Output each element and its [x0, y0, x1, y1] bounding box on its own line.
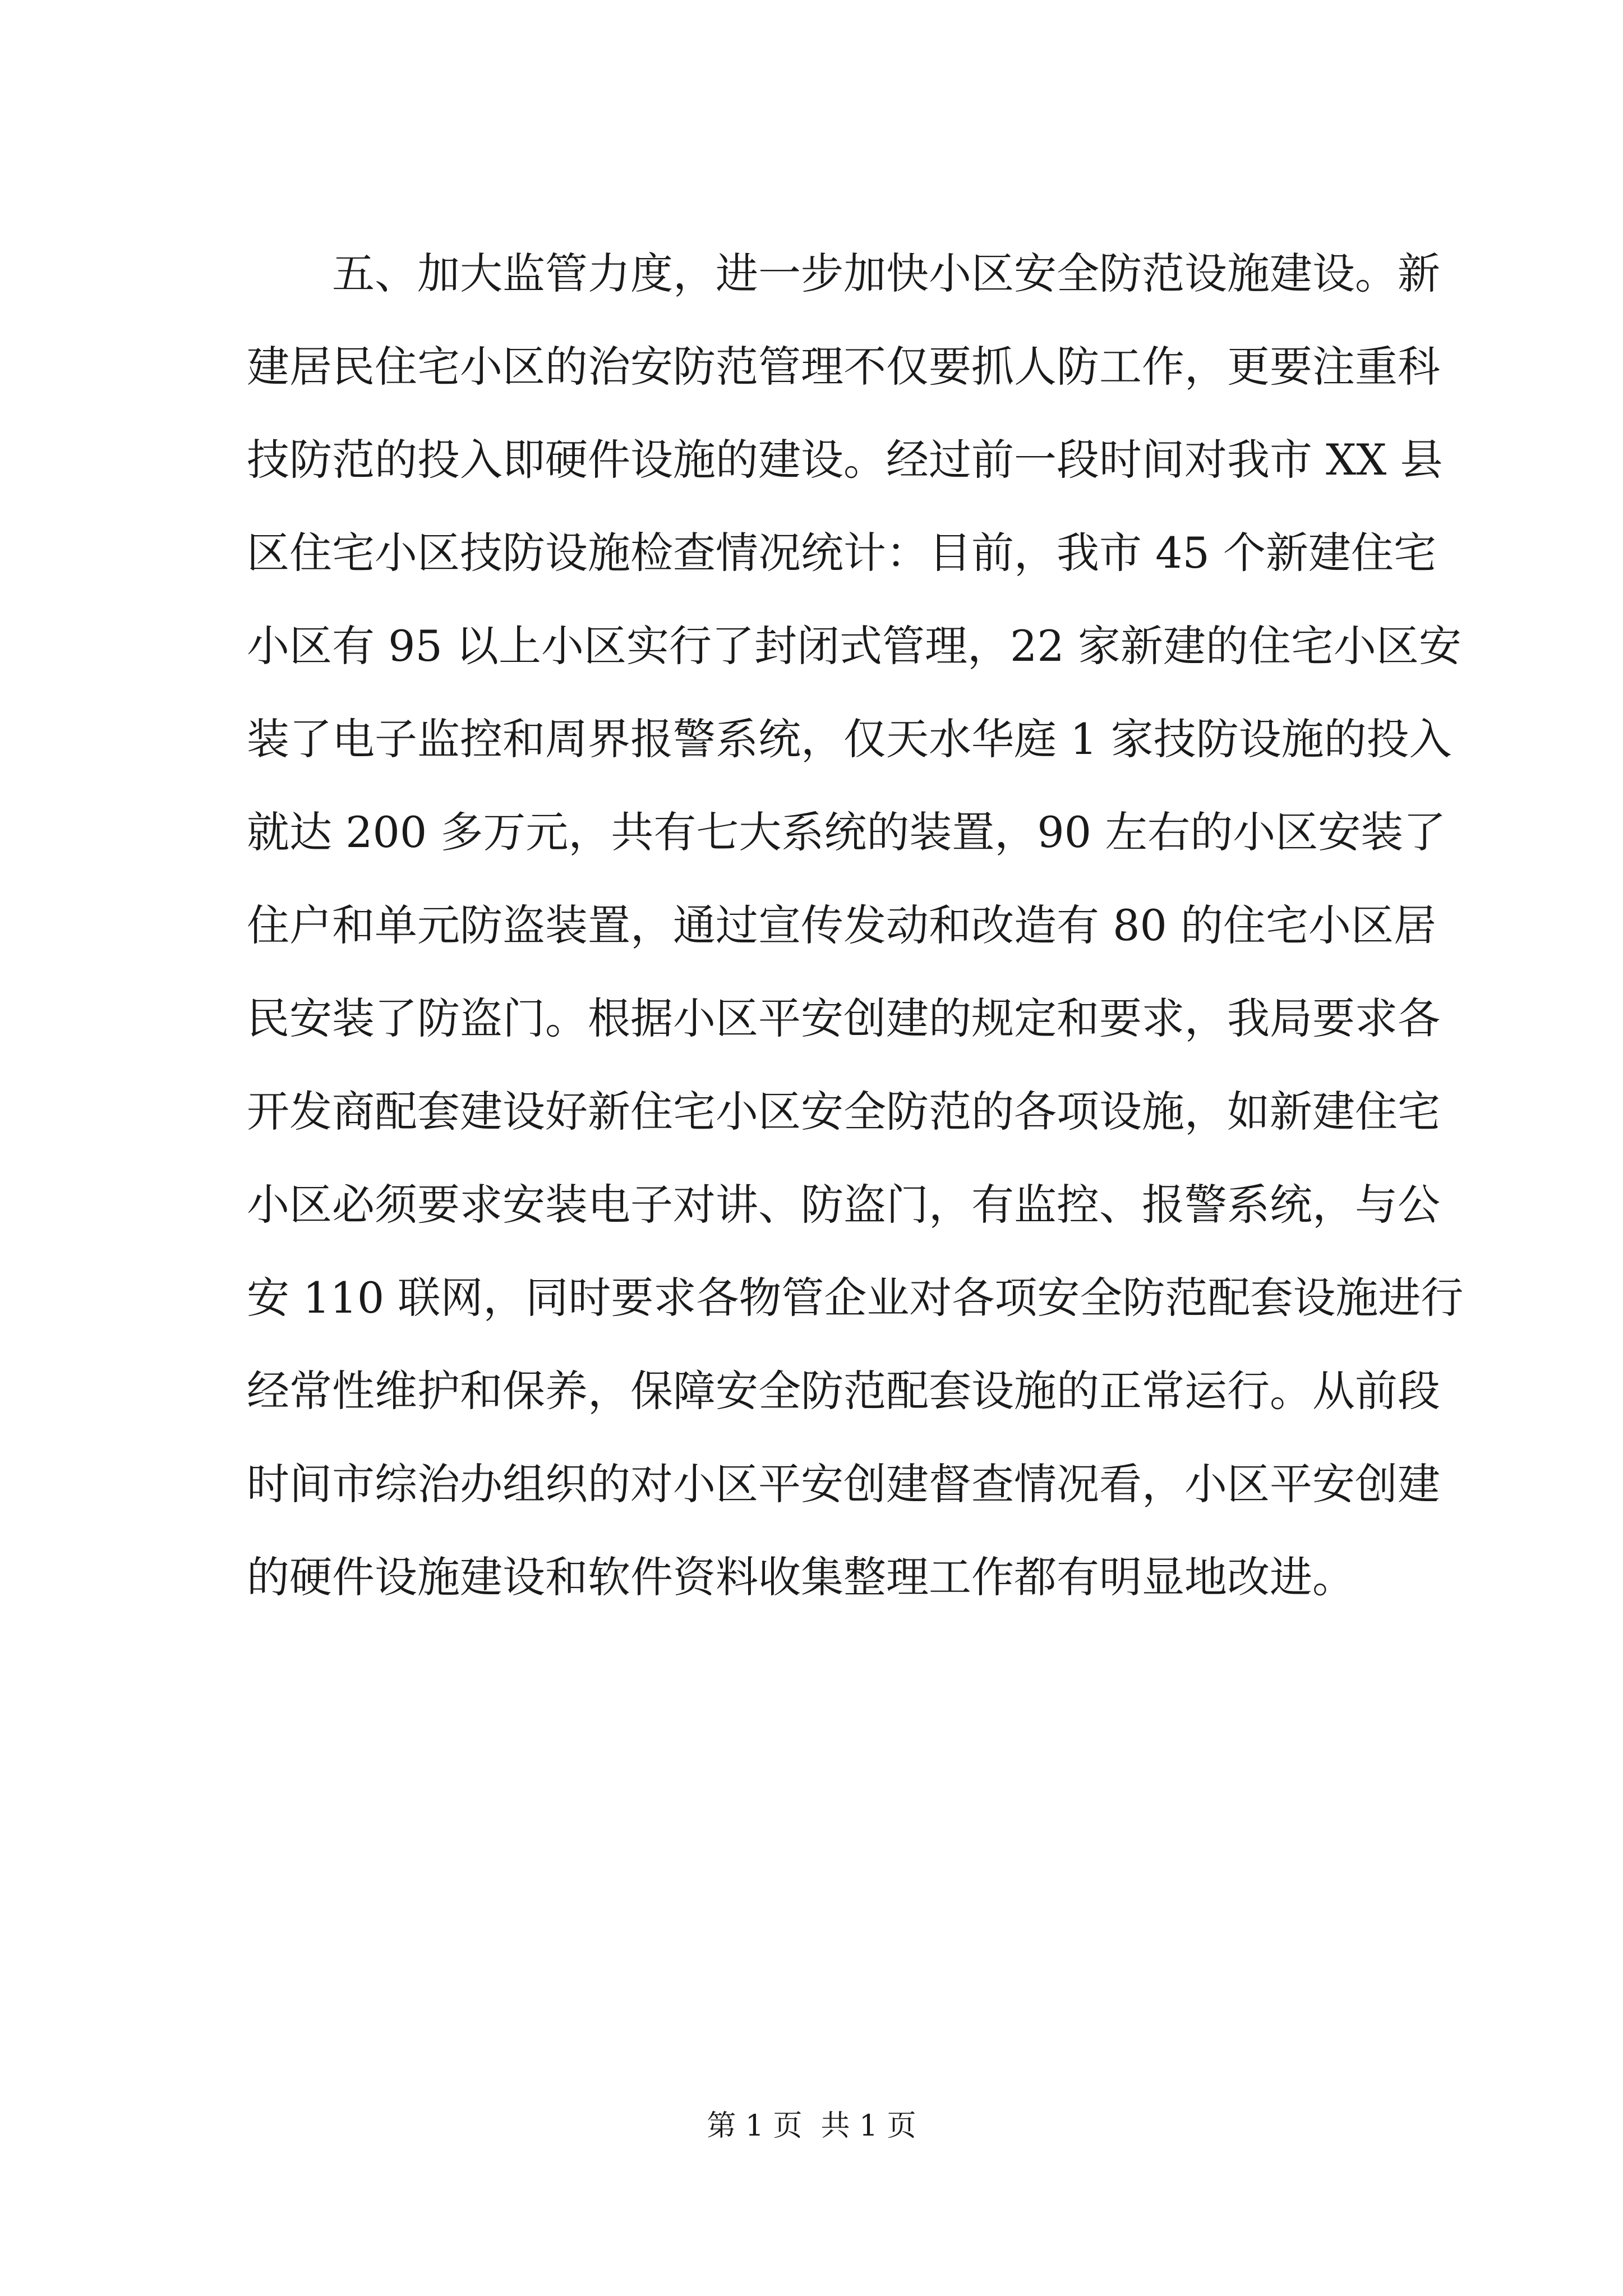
paragraph-line: 技防范的投入即硬件设施的建设。经过前一段时间对我市 XX 县: [247, 435, 1443, 485]
paragraph-line: 小区有 95 以上小区实行了封闭式管理，22 家新建的住宅小区安: [247, 621, 1461, 671]
paragraph-line: 民安装了防盗门。根据小区平安创建的规定和要求，我局要求各: [247, 993, 1440, 1043]
paragraph-line: 住户和单元防盗装置，通过宣传发动和改造有 80 的住宅小区居: [247, 900, 1437, 950]
body-paragraph: [247, 227, 1464, 1624]
paragraph-line: 经常性维护和保养，保障安全防范配套设施的正常运行。从前段: [247, 1366, 1440, 1416]
paragraph-line: 建居民住宅小区的治安防范管理不仅要抓人防工作，更要注重科: [247, 342, 1440, 392]
paragraph-line: 小区必须要求安装电子对讲、防盗门，有监控、报警系统，与公: [247, 1180, 1440, 1230]
paragraph-line: 时间市综治办组织的对小区平安创建督查情况看，小区平安创建: [247, 1459, 1440, 1509]
paragraph-line: 就达 200 多万元，共有七大系统的装置，90 左右的小区安装了: [247, 807, 1446, 857]
paragraph-line: 装了电子监控和周界报警系统，仅天水华庭 1 家技防设施的投入: [247, 714, 1452, 764]
paragraph-line: 五、加大监管力度，进一步加快小区安全防范设施建设。新: [332, 249, 1440, 298]
page-number-footer: 第 1 页 共 1 页: [707, 2109, 916, 2143]
paragraph-line: 的硬件设施建设和软件资料收集整理工作都有明显地改进。: [247, 1552, 1355, 1602]
paragraph-line: 安 110 联网，同时要求各物管企业对各项安全防范配套设施进行: [247, 1273, 1464, 1323]
paragraph-line: 区住宅小区技防设施检查情况统计：目前，我市 45 个新建住宅: [247, 528, 1437, 578]
paragraph-line: 开发商配套建设好新住宅小区安全防范的各项设施，如新建住宅: [247, 1087, 1440, 1137]
